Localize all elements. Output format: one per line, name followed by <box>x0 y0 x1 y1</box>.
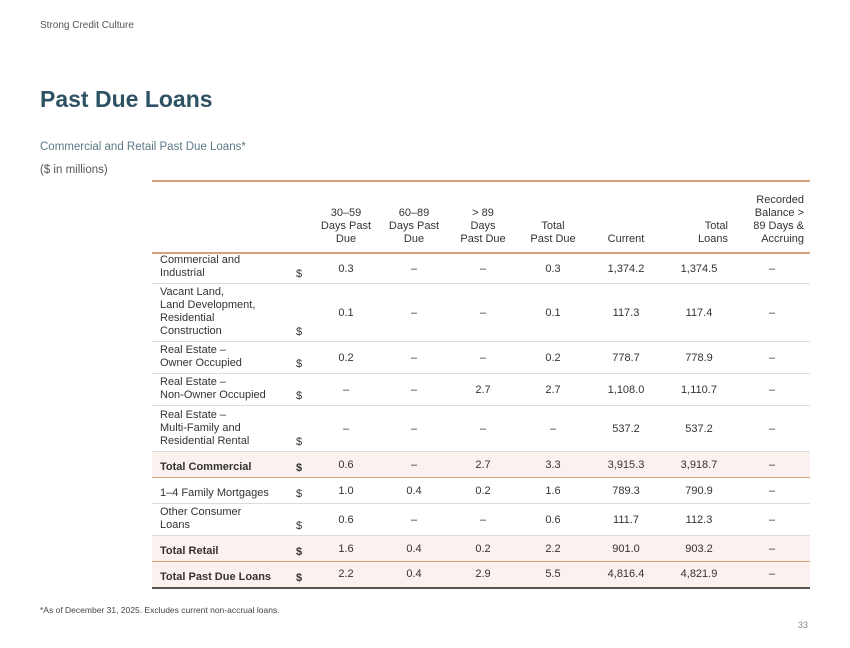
table-cell: 117.3 <box>588 284 664 342</box>
table-cell: 2.7 <box>448 374 518 406</box>
table-cell: 112.3 <box>664 504 734 536</box>
dollar-sign: $ <box>292 284 312 342</box>
row-label: Real Estate – Owner Occupied <box>152 342 292 374</box>
table-cell: 3,918.7 <box>664 452 734 478</box>
table-cell: 0.4 <box>380 536 448 562</box>
table-cell: 117.4 <box>664 284 734 342</box>
dollar-sign: $ <box>292 406 312 452</box>
row-label: Real Estate – Multi-Family and Residential Rental <box>152 406 292 452</box>
table-cell: 0.3 <box>518 253 588 284</box>
table-cell: 1.6 <box>312 536 380 562</box>
table-cell: 2.7 <box>518 374 588 406</box>
table-cell: – <box>448 342 518 374</box>
dollar-sign: $ <box>292 478 312 504</box>
row-label: Vacant Land, Land Development, Residential Construction <box>152 284 292 342</box>
table-row <box>152 284 810 342</box>
row-label: Real Estate – Non-Owner Occupied <box>152 374 292 406</box>
table-cell: 901.0 <box>588 536 664 562</box>
table-cell: – <box>734 374 810 406</box>
row-label: 1–4 Family Mortgages <box>152 478 292 504</box>
past-due-loans-table <box>152 180 810 589</box>
row-label: Total Past Due Loans <box>152 562 292 588</box>
table-row <box>152 478 810 504</box>
table-row <box>152 536 810 562</box>
table-cell: – <box>312 374 380 406</box>
table-cell: 778.7 <box>588 342 664 374</box>
table-cell: 778.9 <box>664 342 734 374</box>
table-subtitle: Commercial and Retail Past Due Loans* <box>40 141 246 153</box>
table-cell: 790.9 <box>664 478 734 504</box>
header-label <box>152 181 292 253</box>
header-recorded-balance: Recorded Balance > 89 Days & Accruing <box>734 181 810 253</box>
units-note: ($ in millions) <box>40 164 108 176</box>
table-cell: 903.2 <box>664 536 734 562</box>
header-60-89-days: 60–89 Days Past Due <box>380 181 448 253</box>
section-label: Strong Credit Culture <box>40 20 134 31</box>
table-cell: 2.2 <box>312 562 380 588</box>
table-cell: – <box>380 342 448 374</box>
table-cell: – <box>380 452 448 478</box>
dollar-sign: $ <box>292 452 312 478</box>
dollar-sign: $ <box>292 536 312 562</box>
table-row <box>152 504 810 536</box>
dollar-sign: $ <box>292 562 312 588</box>
header-total-loans: Total Loans <box>664 181 734 253</box>
table-cell: 1,108.0 <box>588 374 664 406</box>
table-cell: 2.7 <box>448 452 518 478</box>
table-cell: 1.6 <box>518 478 588 504</box>
table-cell: 0.6 <box>312 504 380 536</box>
table-cell: 4,816.4 <box>588 562 664 588</box>
table-cell: 0.1 <box>518 284 588 342</box>
table-cell: 2.9 <box>448 562 518 588</box>
table-cell: 0.4 <box>380 562 448 588</box>
table-cell: – <box>734 562 810 588</box>
table-cell: 3,915.3 <box>588 452 664 478</box>
table-cell: 4,821.9 <box>664 562 734 588</box>
table-cell: – <box>448 284 518 342</box>
table-row <box>152 562 810 588</box>
page-title: Past Due Loans <box>40 86 213 112</box>
table-cell: – <box>380 406 448 452</box>
table-cell: – <box>734 253 810 284</box>
table-cell: 5.5 <box>518 562 588 588</box>
table-cell: – <box>380 504 448 536</box>
header-dollar <box>292 181 312 253</box>
table-row <box>152 253 810 284</box>
table-cell: – <box>312 406 380 452</box>
table-cell: – <box>380 374 448 406</box>
table-body <box>152 253 810 588</box>
dollar-sign: $ <box>292 253 312 284</box>
table-cell: 1,374.2 <box>588 253 664 284</box>
table-cell: 111.7 <box>588 504 664 536</box>
table-cell: 1,374.5 <box>664 253 734 284</box>
table-cell: 2.2 <box>518 536 588 562</box>
header-total-past-due: Total Past Due <box>518 181 588 253</box>
table-cell: – <box>734 478 810 504</box>
table-cell: – <box>448 406 518 452</box>
table-cell: 0.4 <box>380 478 448 504</box>
table-cell: – <box>448 253 518 284</box>
table-cell: 537.2 <box>588 406 664 452</box>
header-over-89-days: > 89 Days Past Due <box>448 181 518 253</box>
table-cell: 789.3 <box>588 478 664 504</box>
row-label: Other Consumer Loans <box>152 504 292 536</box>
table-header-row <box>152 181 810 253</box>
table-cell: 0.2 <box>448 478 518 504</box>
dollar-sign: $ <box>292 374 312 406</box>
table-cell: 0.2 <box>448 536 518 562</box>
table-cell: – <box>734 452 810 478</box>
page-number: 33 <box>797 620 808 630</box>
table-cell: – <box>380 253 448 284</box>
dollar-sign: $ <box>292 342 312 374</box>
table-cell: 0.1 <box>312 284 380 342</box>
table-row <box>152 406 810 452</box>
table-row <box>152 374 810 406</box>
table-cell: 1,110.7 <box>664 374 734 406</box>
table-cell: 3.3 <box>518 452 588 478</box>
table-row <box>152 452 810 478</box>
dollar-sign: $ <box>292 504 312 536</box>
table-row <box>152 342 810 374</box>
past-due-loans-table-container <box>152 180 810 589</box>
header-30-59-days: 30–59 Days Past Due <box>312 181 380 253</box>
header-current: Current <box>588 181 664 253</box>
footnote: *As of December 31, 2025. Excludes current non-accrual loans. <box>40 605 280 615</box>
table-cell: 0.3 <box>312 253 380 284</box>
row-label: Commercial and Industrial <box>152 253 292 284</box>
table-cell: 0.2 <box>518 342 588 374</box>
table-cell: – <box>734 536 810 562</box>
table-cell: 537.2 <box>664 406 734 452</box>
table-cell: – <box>448 504 518 536</box>
table-cell: – <box>734 504 810 536</box>
row-label: Total Commercial <box>152 452 292 478</box>
table-cell: – <box>734 284 810 342</box>
table-cell: – <box>734 342 810 374</box>
table-cell: – <box>734 406 810 452</box>
row-label: Total Retail <box>152 536 292 562</box>
table-cell: 0.6 <box>518 504 588 536</box>
table-cell: – <box>380 284 448 342</box>
table-cell: 0.6 <box>312 452 380 478</box>
table-cell: 0.2 <box>312 342 380 374</box>
table-cell: 1.0 <box>312 478 380 504</box>
table-cell: – <box>518 406 588 452</box>
